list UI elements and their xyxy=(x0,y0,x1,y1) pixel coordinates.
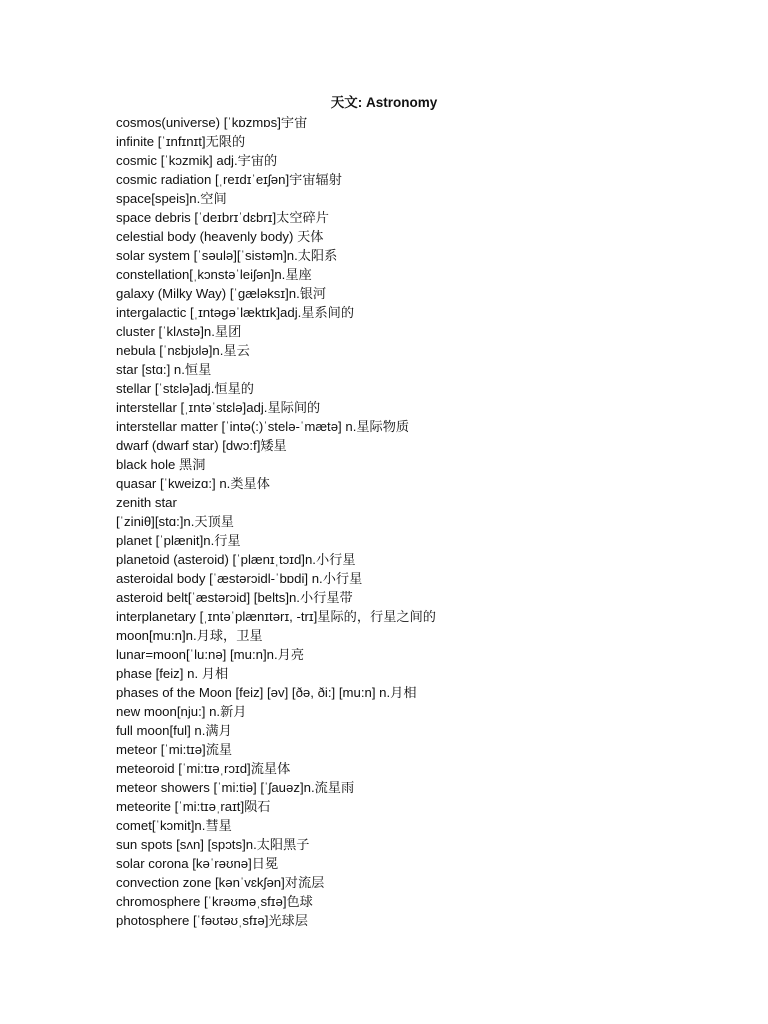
vocabulary-entry: interplanetary [ˌɪntəˈplænɪtərɪ, -trɪ]星际的，行星之间的 xyxy=(116,609,436,624)
vocabulary-entry: infinite [ˈɪnfɪnɪt]无限的 xyxy=(116,134,246,149)
vocabulary-entry: convection zone [kənˈvɛkʃən]对流层 xyxy=(116,875,325,890)
vocabulary-entry: black hole 黑洞 xyxy=(116,457,206,472)
vocabulary-entry: galaxy (Milky Way) [ˈgæləksɪ]n.银河 xyxy=(116,286,327,301)
vocabulary-entry: asteroid belt[ˈæstərɔid] [belts]n.小行星带 xyxy=(116,590,353,605)
vocabulary-entry: solar system [ˈsəulə][ˈsistəm]n.太阳系 xyxy=(116,248,338,263)
vocabulary-entry: photosphere [ˈfəʊtəʊˌsfɪə]光球层 xyxy=(116,913,308,928)
vocabulary-entry: cluster [ˈklʌstə]n.星团 xyxy=(116,324,242,339)
vocabulary-entry: space debris [ˈdeɪbrɪˈdɛbrɪ]太空碎片 xyxy=(116,210,329,225)
vocabulary-entry: phases of the Moon [feiz] [əv] [ðə, ði:] [mu:n] n.月相 xyxy=(116,685,417,700)
vocabulary-entry: space[speis]n.空间 xyxy=(116,191,227,206)
vocabulary-list xyxy=(116,113,756,930)
vocabulary-entry: interstellar [ˌɪntəˈstɛlə]adj.星际间的 xyxy=(116,400,321,415)
vocabulary-entry: new moon[nju:] n.新月 xyxy=(116,704,247,719)
vocabulary-entry: cosmos(universe) [ˈkɒzmɒs]宇宙 xyxy=(116,115,308,130)
vocabulary-entry: meteor showers [ˈmi:tiə] [ˈʃauəz]n.流星雨 xyxy=(116,780,355,795)
vocabulary-entry: dwarf (dwarf star) [dwɔ:f]矮星 xyxy=(116,438,287,453)
vocabulary-entry: cosmic [ˈkɔzmik] adj.宇宙的 xyxy=(116,153,278,168)
vocabulary-entry: lunar=moon[ˈlu:nə] [mu:n]n.月亮 xyxy=(116,647,305,662)
vocabulary-entry: quasar [ˈkweizɑ:] n.类星体 xyxy=(116,476,270,491)
vocabulary-entry: intergalactic [ˌɪntəgəˈlæktɪk]adj.星系间的 xyxy=(116,305,355,320)
vocabulary-entry: comet[ˈkɔmit]n.彗星 xyxy=(116,818,232,833)
vocabulary-entry: solar corona [kəˈrəʊnə]日冕 xyxy=(116,856,279,871)
vocabulary-entry: cosmic radiation [ˌreɪdɪˈeɪʃən]宇宙辐射 xyxy=(116,172,342,187)
vocabulary-entry: interstellar matter [ˈintə(:)ˈstelə-ˈmætə] n.星际物质 xyxy=(116,419,410,434)
vocabulary-entry: celestial body (heavenly body) 天体 xyxy=(116,229,324,244)
vocabulary-entry: moon[mu:n]n.月球，卫星 xyxy=(116,628,263,643)
vocabulary-entry: phase [feiz] n. 月相 xyxy=(116,666,229,681)
vocabulary-entry: meteor [ˈmi:tɪə]流星 xyxy=(116,742,233,757)
vocabulary-entry: chromosphere [ˈkrəʊməˌsfɪə]色球 xyxy=(116,894,313,909)
vocabulary-entry: planet [ˈplænit]n.行星 xyxy=(116,533,241,548)
vocabulary-entry: meteorite [ˈmi:tɪəˌraɪt]陨石 xyxy=(116,799,271,814)
vocabulary-entry: full moon[ful] n.满月 xyxy=(116,723,232,738)
vocabulary-entry: zenith star xyxy=(116,495,177,510)
document-title: 天文: Astronomy xyxy=(330,95,438,110)
vocabulary-entry: sun spots [sʌn] [spɔts]n.太阳黑子 xyxy=(116,837,310,852)
vocabulary-entry: star [stɑ:] n.恒星 xyxy=(116,362,212,377)
vocabulary-entry: nebula [ˈnɛbjʊlə]n.星云 xyxy=(116,343,250,358)
vocabulary-entry: constellation[ˌkɔnstəˈleiʃən]n.星座 xyxy=(116,267,312,282)
vocabulary-entry: stellar [ˈstɛlə]adj.恒星的 xyxy=(116,381,254,396)
vocabulary-entry: [ˈziniθ][stɑ:]n.天顶星 xyxy=(116,514,234,529)
vocabulary-entry: meteoroid [ˈmi:tɪəˌrɔɪd]流星体 xyxy=(116,761,291,776)
vocabulary-entry: planetoid (asteroid) [ˈplænɪˌtɔɪd]n.小行星 xyxy=(116,552,356,567)
vocabulary-entry: asteroidal body [ˈæstərɔidl-ˈbɒdi] n.小行星 xyxy=(116,571,363,586)
